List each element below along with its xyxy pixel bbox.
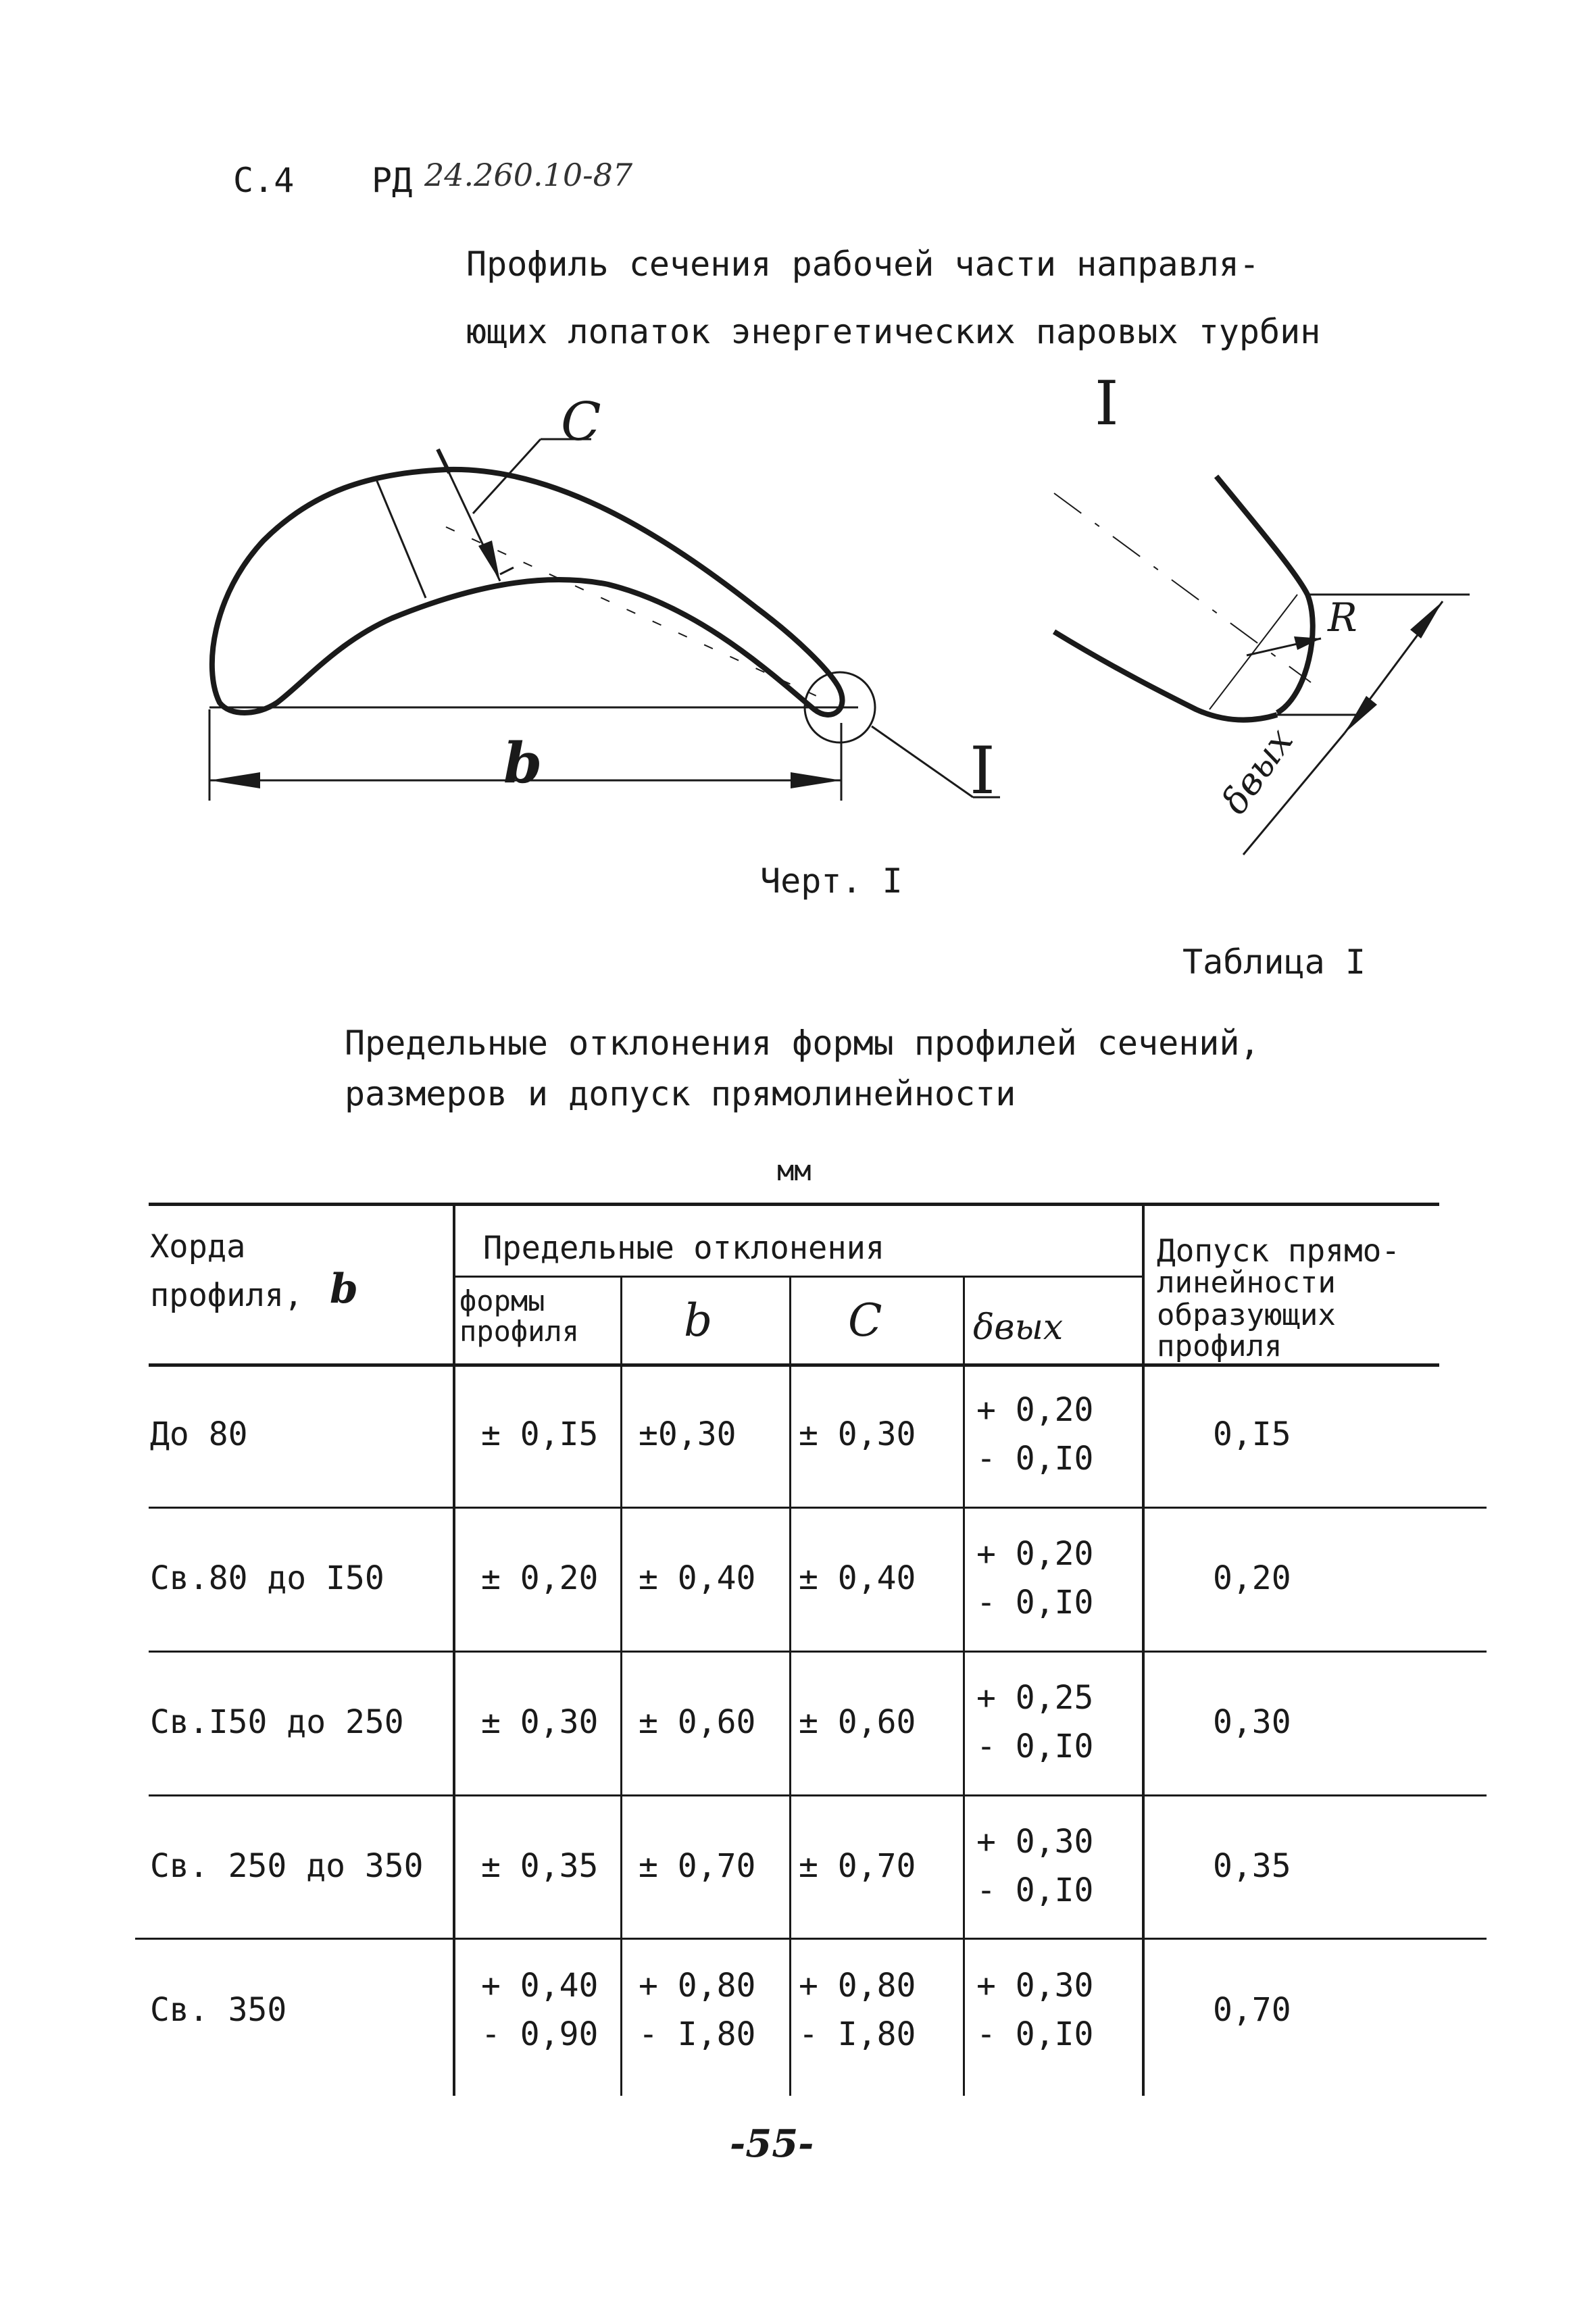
row5-c-minus: - I,80 <box>799 2015 916 2053</box>
row2-shape: ± 0,20 <box>481 1559 599 1597</box>
row1-delta-minus: - 0,I0 <box>976 1440 1094 1478</box>
header-straight-line2: линейности <box>1157 1265 1336 1300</box>
table-top-border <box>149 1203 1439 1206</box>
drawing-label-c: С <box>561 392 601 453</box>
row3-delta-plus: + 0,25 <box>976 1679 1094 1717</box>
header-chord-line1: Хорда <box>150 1228 246 1265</box>
page-number: -55- <box>730 2121 814 2166</box>
header-chord-line2: профиля, <box>150 1277 303 1314</box>
col-divider-3 <box>789 1277 791 2096</box>
row4-straightness: 0,35 <box>1213 1847 1291 1885</box>
row3-shape: ± 0,30 <box>481 1703 599 1741</box>
detail-view-title: I <box>1095 368 1119 439</box>
row3-delta-minus: - 0,I0 <box>976 1728 1094 1765</box>
row5-shape-plus: + 0,40 <box>481 1967 599 2005</box>
row3-b: ± 0,60 <box>639 1703 756 1741</box>
row5-c-plus: + 0,80 <box>799 1967 916 2005</box>
row3-straightness: 0,30 <box>1213 1703 1291 1741</box>
page-label: С.4 <box>233 161 295 200</box>
row-divider-3 <box>149 1794 1487 1796</box>
row2-chord: Св.80 до I50 <box>150 1559 384 1597</box>
row4-c: ± 0,70 <box>799 1847 916 1885</box>
header-bottom-border <box>149 1363 1439 1367</box>
row5-delta-minus: - 0,I0 <box>976 2015 1094 2053</box>
header-col-b: b <box>684 1294 713 1347</box>
header-straight-line1: Допуск прямо- <box>1157 1232 1401 1269</box>
header-shape-line2: профиля <box>459 1315 580 1348</box>
drawing-label-delta: δвых <box>1213 720 1301 822</box>
drawing-label-r: R <box>1328 595 1357 640</box>
row4-shape: ± 0,35 <box>481 1847 599 1885</box>
row1-c: ± 0,30 <box>799 1415 916 1453</box>
row2-straightness: 0,20 <box>1213 1559 1291 1597</box>
row3-c: ± 0,60 <box>799 1703 916 1741</box>
row5-straightness: 0,70 <box>1213 1991 1291 2029</box>
row2-delta-minus: - 0,I0 <box>976 1584 1094 1621</box>
row4-chord: Св. 250 до 350 <box>150 1847 424 1885</box>
header-deviations: Предельные отклонения <box>483 1230 885 1267</box>
row5-b-plus: + 0,80 <box>639 1967 756 2005</box>
row4-delta-plus: + 0,30 <box>976 1823 1094 1861</box>
col-divider-2 <box>620 1277 622 2096</box>
row2-c: ± 0,40 <box>799 1559 916 1597</box>
header-col-delta: δвых <box>973 1307 1064 1348</box>
col-divider-4 <box>963 1277 965 2096</box>
row-divider-2 <box>149 1651 1487 1653</box>
header-straight-line3: образующих <box>1157 1298 1336 1332</box>
col-divider-1 <box>453 1204 455 2096</box>
header-straight-line4: профиля <box>1157 1329 1282 1363</box>
row1-b: ±0,30 <box>639 1415 737 1453</box>
row5-delta-plus: + 0,30 <box>976 1967 1094 2005</box>
row5-chord: Св. 350 <box>150 1991 287 2029</box>
document-code-number: 24.260.10-87 <box>424 157 633 193</box>
header-chord-symbol: b <box>330 1265 358 1313</box>
drawing-caption: Черт. I <box>760 861 903 901</box>
row2-b: ± 0,40 <box>639 1559 756 1597</box>
col-divider-5 <box>1142 1204 1145 2096</box>
table-unit: мм <box>777 1154 812 1187</box>
header-col-c: С <box>848 1294 882 1347</box>
figure-title-line2: ющих лопаток энергетических паровых турбин <box>466 312 1321 351</box>
row1-chord: До 80 <box>150 1415 248 1453</box>
figure-title-line1: Профиль сечения рабочей части направля- <box>466 245 1260 284</box>
table-title-line2: размеров и допуск прямолинейности <box>345 1074 1016 1113</box>
row-divider-4 <box>135 1938 1487 1940</box>
row2-delta-plus: + 0,20 <box>976 1535 1094 1573</box>
row4-b: ± 0,70 <box>639 1847 756 1885</box>
drawing-label-b: b <box>503 731 543 796</box>
row5-shape-minus: - 0,90 <box>481 2015 599 2053</box>
document-code-prefix: РД <box>372 161 413 200</box>
row3-chord: Св.I50 до 250 <box>150 1703 404 1741</box>
table-title-line1: Предельные отклонения формы профилей сечений, <box>345 1024 1260 1063</box>
header-shape-line1: формы <box>459 1284 545 1317</box>
row1-delta-plus: + 0,20 <box>976 1391 1094 1429</box>
row-divider-1 <box>149 1507 1487 1509</box>
row1-shape: ± 0,I5 <box>481 1415 599 1453</box>
drawing-label-detail: I <box>970 733 995 809</box>
table-number: Таблица I <box>1182 942 1366 982</box>
row5-b-minus: - I,80 <box>639 2015 756 2053</box>
row1-straightness: 0,I5 <box>1213 1415 1291 1453</box>
row4-delta-minus: - 0,I0 <box>976 1871 1094 1909</box>
subheader-rule <box>454 1276 1143 1278</box>
